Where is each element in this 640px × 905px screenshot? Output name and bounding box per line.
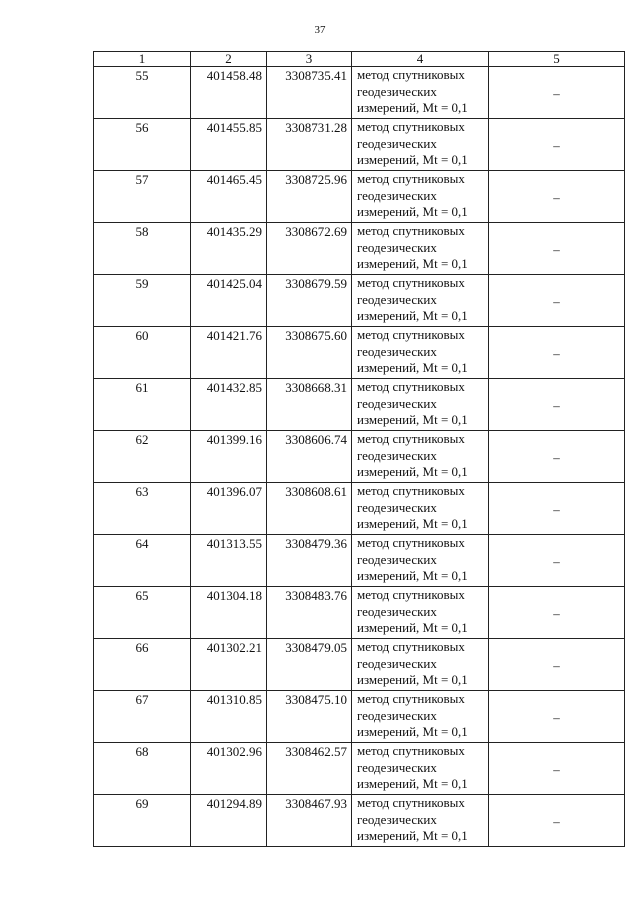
point-number-cell xyxy=(94,483,191,535)
method-cell xyxy=(352,795,489,847)
method-cell xyxy=(352,327,489,379)
mark-cell-text: – xyxy=(553,657,560,673)
coordinate-x-cell xyxy=(191,483,267,535)
method-cell xyxy=(352,67,489,119)
mark-cell-text: – xyxy=(553,761,560,777)
mark-cell-text: – xyxy=(553,293,560,309)
coordinate-y-cell-text: 3308731.28 xyxy=(285,120,347,135)
mark-cell-text: – xyxy=(553,345,560,361)
coordinate-x-cell xyxy=(191,67,267,119)
coordinate-y-cell-text: 3308479.36 xyxy=(285,536,347,551)
point-number-cell xyxy=(94,67,191,119)
table-row xyxy=(94,431,625,483)
mark-cell-text: – xyxy=(553,189,560,205)
method-cell-text: метод спутниковых геодезических измерений, Mt = 0,1 xyxy=(357,691,468,739)
mark-cell-text: – xyxy=(553,85,560,101)
mark-cell xyxy=(489,379,625,431)
coordinate-y-cell xyxy=(267,639,352,691)
coordinate-x-cell-text: 401435.29 xyxy=(206,224,262,239)
coordinate-y-cell-text: 3308675.60 xyxy=(285,328,347,343)
method-cell-text: метод спутниковых геодезических измерений, Mt = 0,1 xyxy=(357,223,468,271)
mark-cell-text: – xyxy=(553,241,560,257)
coordinate-y-cell xyxy=(267,535,352,587)
mark-cell xyxy=(489,691,625,743)
table-row xyxy=(94,535,625,587)
mark-cell-text: – xyxy=(553,813,560,829)
table-row xyxy=(94,67,625,119)
coordinate-y-cell-text: 3308483.76 xyxy=(285,588,347,603)
mark-cell xyxy=(489,275,625,327)
coordinate-y-cell xyxy=(267,119,352,171)
point-number-cell-text: 55 xyxy=(135,68,149,83)
point-number-cell xyxy=(94,535,191,587)
coordinate-y-cell-text: 3308672.69 xyxy=(285,224,347,239)
table-row xyxy=(94,639,625,691)
header-col-3: 3 xyxy=(267,52,352,67)
method-cell xyxy=(352,275,489,327)
point-number-cell xyxy=(94,691,191,743)
coordinate-y-cell xyxy=(267,67,352,119)
point-number-cell-text: 56 xyxy=(135,120,149,135)
coordinate-x-cell-text: 401310.85 xyxy=(206,692,262,707)
method-cell-text: метод спутниковых геодезических измерений, Mt = 0,1 xyxy=(357,327,468,375)
table-row xyxy=(94,743,625,795)
coordinate-y-cell-text: 3308475.10 xyxy=(285,692,347,707)
coordinate-x-cell xyxy=(191,379,267,431)
coordinate-y-cell xyxy=(267,275,352,327)
table-body xyxy=(94,67,625,847)
table-row xyxy=(94,327,625,379)
point-number-cell-text: 65 xyxy=(135,588,149,603)
coordinate-y-cell xyxy=(267,431,352,483)
point-number-cell-text: 68 xyxy=(135,744,149,759)
point-number-cell xyxy=(94,639,191,691)
mark-cell xyxy=(489,119,625,171)
method-cell xyxy=(352,639,489,691)
coordinate-x-cell xyxy=(191,327,267,379)
point-number-cell-text: 57 xyxy=(135,172,149,187)
method-cell-text: метод спутниковых геодезических измерений, Mt = 0,1 xyxy=(357,535,468,583)
coordinate-x-cell xyxy=(191,795,267,847)
coordinate-x-cell-text: 401302.96 xyxy=(206,744,262,759)
coordinate-y-cell-text: 3308725.96 xyxy=(285,172,347,187)
point-number-cell-text: 60 xyxy=(135,328,149,343)
point-number-cell-text: 66 xyxy=(135,640,149,655)
coordinate-x-cell-text: 401455.85 xyxy=(206,120,262,135)
mark-cell-text: – xyxy=(553,501,560,517)
point-number-cell xyxy=(94,119,191,171)
point-number-cell xyxy=(94,795,191,847)
table-row xyxy=(94,691,625,743)
mark-cell xyxy=(489,327,625,379)
method-cell-text: метод спутниковых геодезических измерений, Mt = 0,1 xyxy=(357,275,468,323)
coordinate-y-cell xyxy=(267,587,352,639)
point-number-cell xyxy=(94,275,191,327)
method-cell xyxy=(352,535,489,587)
point-number-cell xyxy=(94,223,191,275)
coordinate-y-cell-text: 3308668.31 xyxy=(285,380,347,395)
method-cell xyxy=(352,223,489,275)
table-row xyxy=(94,223,625,275)
method-cell xyxy=(352,119,489,171)
coordinate-x-cell xyxy=(191,587,267,639)
method-cell-text: метод спутниковых геодезических измерений, Mt = 0,1 xyxy=(357,587,468,635)
coordinate-x-cell xyxy=(191,119,267,171)
coordinate-x-cell-text: 401465.45 xyxy=(206,172,262,187)
method-cell-text: метод спутниковых геодезических измерений, Mt = 0,1 xyxy=(357,119,468,167)
method-cell-text: метод спутниковых геодезических измерений, Mt = 0,1 xyxy=(357,171,468,219)
method-cell-text: метод спутниковых геодезических измерений, Mt = 0,1 xyxy=(357,483,468,531)
method-cell xyxy=(352,379,489,431)
coordinate-x-cell xyxy=(191,275,267,327)
mark-cell xyxy=(489,587,625,639)
method-cell xyxy=(352,171,489,223)
coordinate-x-cell-text: 401458.48 xyxy=(206,68,262,83)
method-cell-text: метод спутниковых геодезических измерений, Mt = 0,1 xyxy=(357,743,468,791)
table-row xyxy=(94,483,625,535)
coordinate-y-cell-text: 3308679.59 xyxy=(285,276,347,291)
coordinate-y-cell xyxy=(267,327,352,379)
point-number-cell-text: 63 xyxy=(135,484,149,499)
mark-cell xyxy=(489,483,625,535)
mark-cell xyxy=(489,535,625,587)
coordinate-x-cell xyxy=(191,171,267,223)
coordinate-x-cell xyxy=(191,743,267,795)
point-number-cell-text: 59 xyxy=(135,276,149,291)
point-number-cell xyxy=(94,327,191,379)
point-number-cell-text: 67 xyxy=(135,692,149,707)
coordinate-y-cell-text: 3308606.74 xyxy=(285,432,347,447)
coordinate-y-cell xyxy=(267,379,352,431)
table-row xyxy=(94,587,625,639)
method-cell-text: метод спутниковых геодезических измерений, Mt = 0,1 xyxy=(357,639,468,687)
method-cell xyxy=(352,587,489,639)
mark-cell-text: – xyxy=(553,397,560,413)
header-col-2: 2 xyxy=(191,52,267,67)
coordinate-y-cell xyxy=(267,223,352,275)
header-row xyxy=(94,52,625,67)
coordinate-x-cell xyxy=(191,639,267,691)
coordinate-x-cell-text: 401432.85 xyxy=(206,380,262,395)
coordinate-x-cell xyxy=(191,691,267,743)
point-number-cell xyxy=(94,743,191,795)
point-number-cell-text: 69 xyxy=(135,796,149,811)
mark-cell xyxy=(489,743,625,795)
mark-cell-text: – xyxy=(553,449,560,465)
coordinate-x-cell xyxy=(191,431,267,483)
mark-cell xyxy=(489,795,625,847)
method-cell xyxy=(352,431,489,483)
method-cell xyxy=(352,743,489,795)
coordinate-x-cell-text: 401425.04 xyxy=(206,276,262,291)
coordinate-y-cell xyxy=(267,483,352,535)
mark-cell-text: – xyxy=(553,553,560,569)
coordinate-y-cell xyxy=(267,691,352,743)
coordinate-y-cell-text: 3308479.05 xyxy=(285,640,347,655)
coordinate-y-cell xyxy=(267,795,352,847)
method-cell xyxy=(352,691,489,743)
table-row xyxy=(94,275,625,327)
mark-cell-text: – xyxy=(553,137,560,153)
coordinate-x-cell-text: 401313.55 xyxy=(206,536,262,551)
method-cell xyxy=(352,483,489,535)
table-row xyxy=(94,379,625,431)
coordinate-x-cell-text: 401399.16 xyxy=(206,432,262,447)
header-col-5: 5 xyxy=(489,52,625,67)
point-number-cell xyxy=(94,379,191,431)
method-cell-text: метод спутниковых геодезических измерений, Mt = 0,1 xyxy=(357,431,468,479)
coordinate-y-cell-text: 3308735.41 xyxy=(285,68,347,83)
coordinate-x-cell-text: 401304.18 xyxy=(206,588,262,603)
mark-cell xyxy=(489,639,625,691)
coordinate-y-cell xyxy=(267,171,352,223)
header-col-1: 1 xyxy=(94,52,191,67)
coordinates-table xyxy=(93,51,625,847)
table-row xyxy=(94,171,625,223)
coordinate-x-cell-text: 401421.76 xyxy=(206,328,262,343)
point-number-cell-text: 62 xyxy=(135,432,149,447)
coordinate-x-cell-text: 401302.21 xyxy=(206,640,262,655)
method-cell-text: метод спутниковых геодезических измерений, Mt = 0,1 xyxy=(357,379,468,427)
mark-cell xyxy=(489,223,625,275)
mark-cell xyxy=(489,171,625,223)
coordinate-x-cell-text: 401396.07 xyxy=(206,484,262,499)
point-number-cell-text: 61 xyxy=(135,380,149,395)
page-number: 37 xyxy=(314,24,326,36)
coordinate-x-cell xyxy=(191,535,267,587)
method-cell-text: метод спутниковых геодезических измерений, Mt = 0,1 xyxy=(357,795,468,843)
header-col-4: 4 xyxy=(352,52,489,67)
coordinate-y-cell-text: 3308608.61 xyxy=(285,484,347,499)
coordinate-x-cell-text: 401294.89 xyxy=(206,796,262,811)
coordinate-y-cell xyxy=(267,743,352,795)
coordinate-y-cell-text: 3308467.93 xyxy=(285,796,347,811)
mark-cell xyxy=(489,431,625,483)
point-number-cell xyxy=(94,587,191,639)
method-cell-text: метод спутниковых геодезических измерений, Mt = 0,1 xyxy=(357,67,468,115)
coordinate-x-cell xyxy=(191,223,267,275)
point-number-cell xyxy=(94,431,191,483)
mark-cell-text: – xyxy=(553,709,560,725)
table-header xyxy=(94,52,625,67)
point-number-cell xyxy=(94,171,191,223)
mark-cell-text: – xyxy=(553,605,560,621)
coordinate-y-cell-text: 3308462.57 xyxy=(285,744,347,759)
table-row xyxy=(94,795,625,847)
table-row xyxy=(94,119,625,171)
mark-cell xyxy=(489,67,625,119)
point-number-cell-text: 64 xyxy=(135,536,149,551)
point-number-cell-text: 58 xyxy=(135,224,149,239)
